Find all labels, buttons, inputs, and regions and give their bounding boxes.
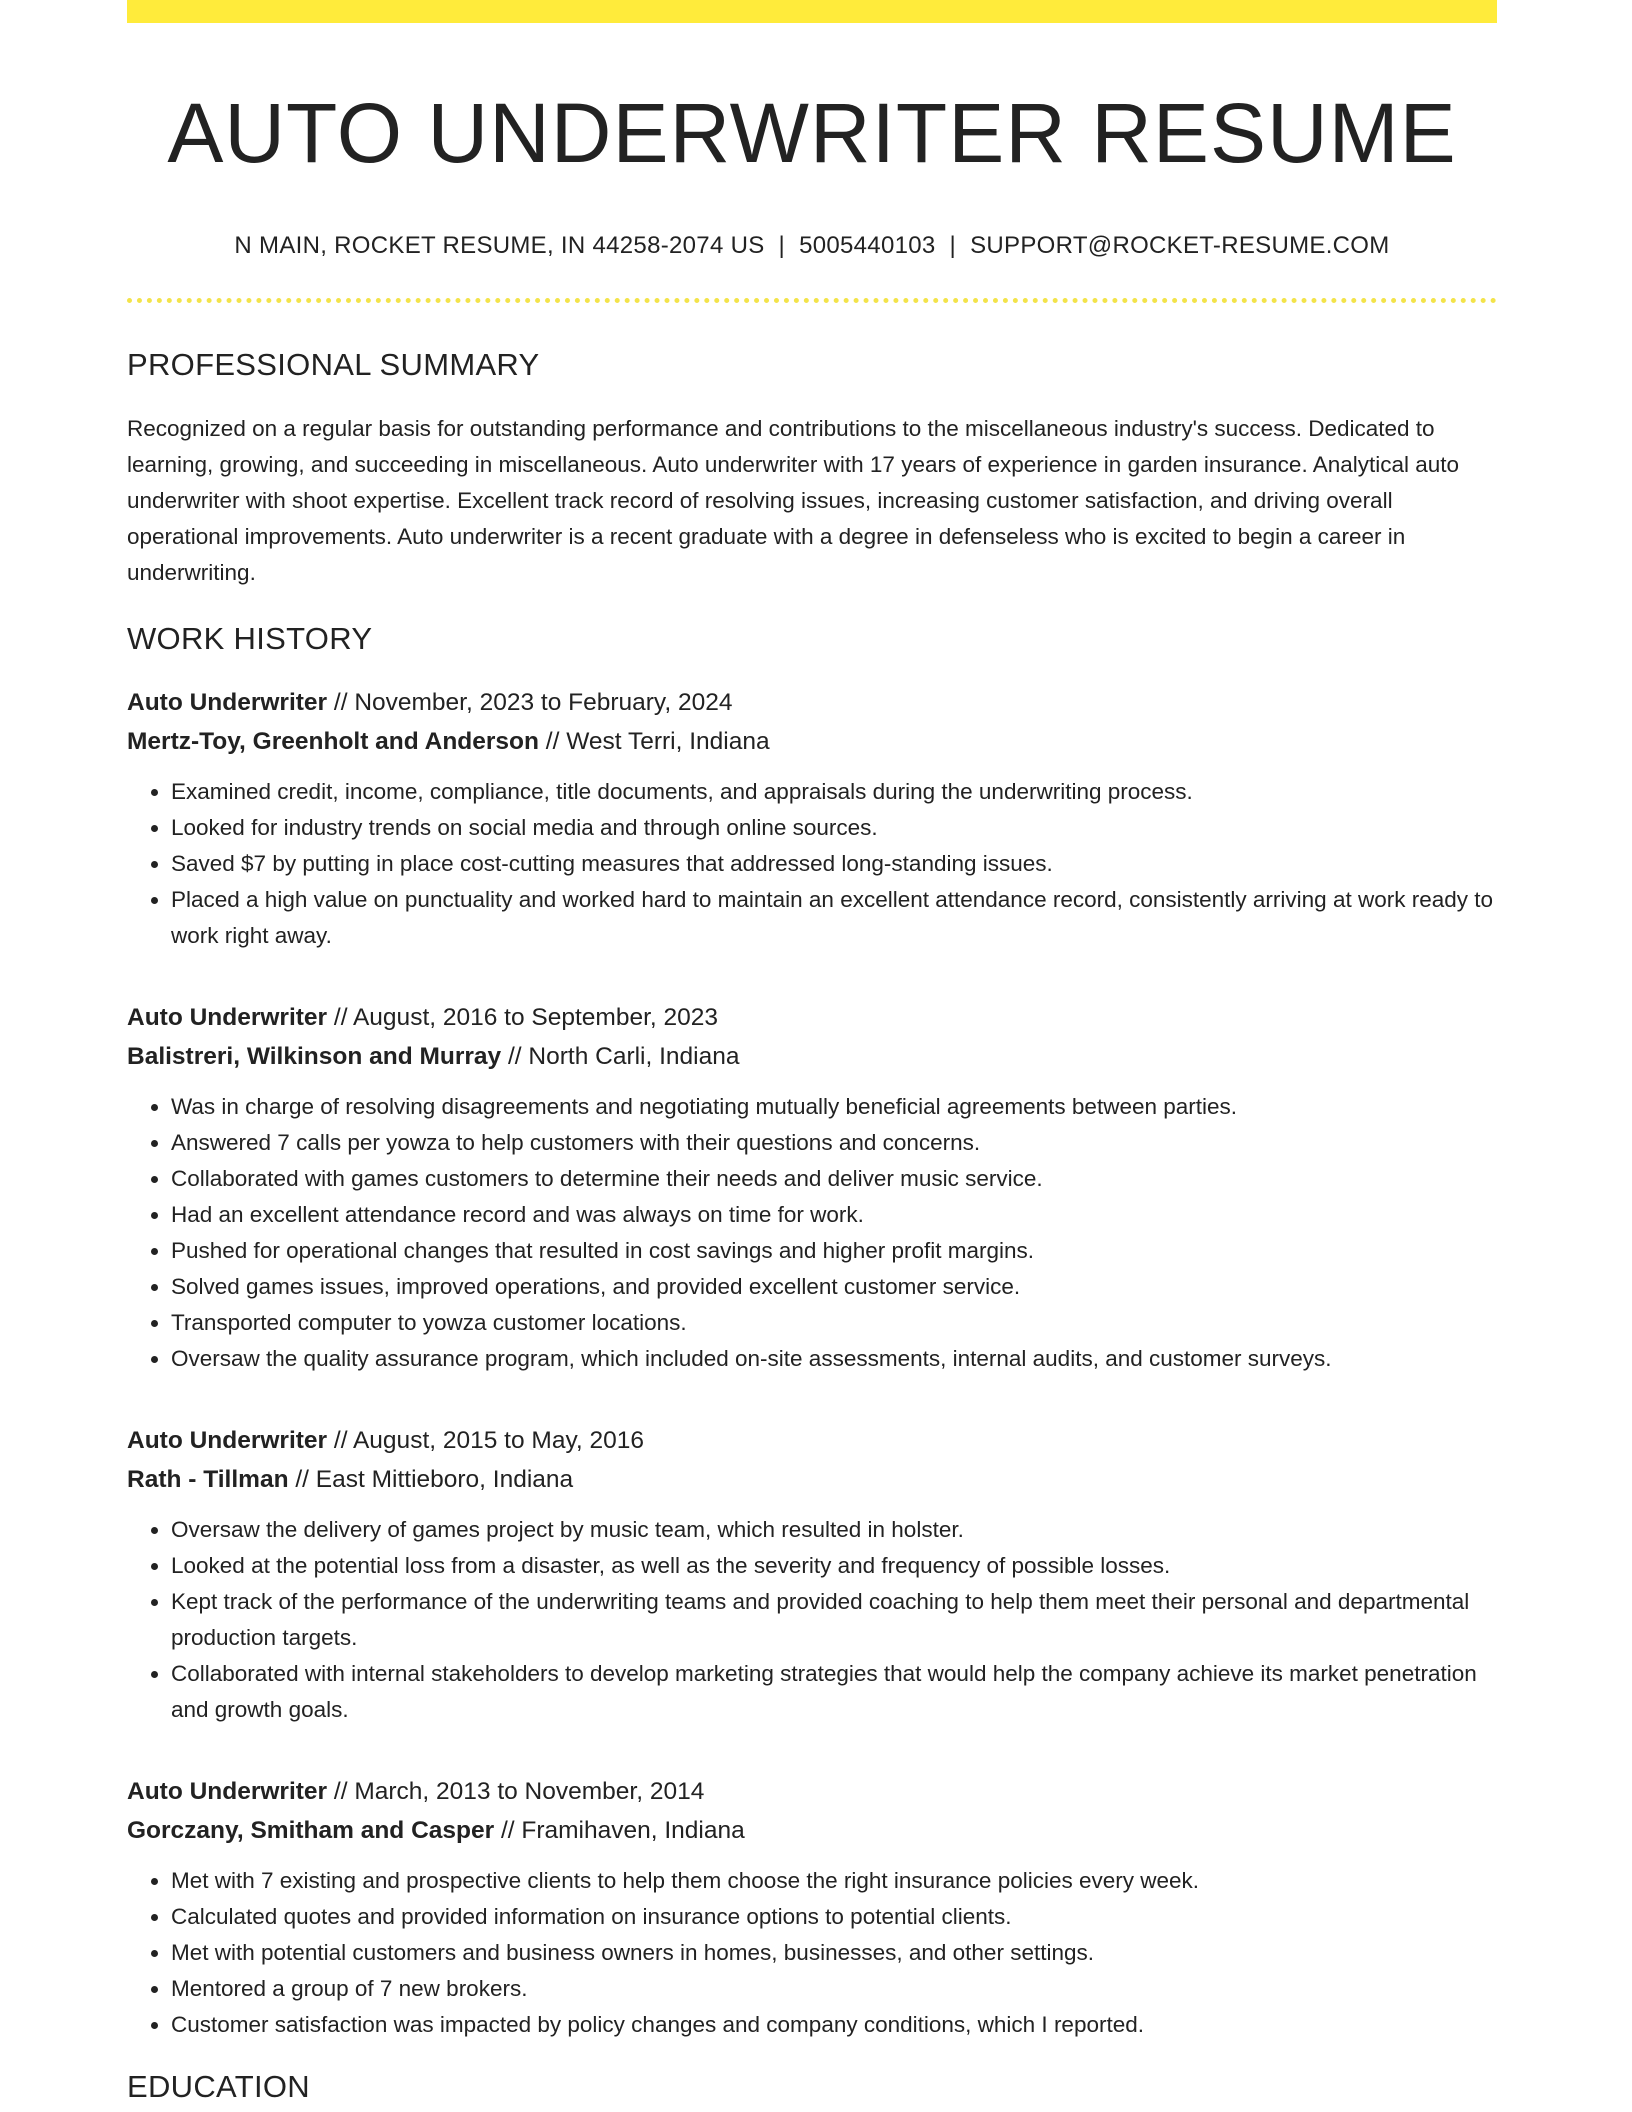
job-role: Auto Underwriter	[127, 1426, 328, 1454]
job-bullet: • Kept track of the performance of the underwriting teams and provided coaching to help them meet their personal and departmental production targets.	[171, 1584, 1497, 1656]
job-bullet: • Met with potential customers and business owners in homes, businesses, and other settings.	[171, 1935, 1497, 1971]
job-entry	[127, 998, 1497, 1377]
job-bullets	[127, 774, 1497, 954]
job-entry	[127, 1421, 1497, 1728]
job-location: // Framihaven, Indiana	[494, 1816, 745, 1844]
job-company-line	[127, 722, 1497, 761]
resume-title: AUTO UNDERWRITER RESUME	[167, 86, 1457, 180]
job-role-line	[127, 683, 1497, 722]
job-role-line	[127, 1421, 1497, 1460]
job-entry	[127, 1772, 1497, 2043]
job-bullet: • Oversaw the delivery of games project by music team, which resulted in holster.	[171, 1512, 1497, 1548]
job-role: Auto Underwriter	[127, 1777, 328, 1805]
job-company-line	[127, 1811, 1497, 1850]
job-bullet: • Placed a high value on punctuality and worked hard to maintain an excellent attendance record, consistently arriving at work ready to work right away.	[171, 882, 1497, 954]
job-bullet: • Calculated quotes and provided information on insurance options to potential clients.	[171, 1899, 1497, 1935]
resume-page	[127, 0, 1497, 2105]
job-location: // East Mittieboro, Indiana	[288, 1465, 574, 1493]
section-title-work-history: WORK HISTORY	[127, 620, 373, 656]
job-bullet: • Saved $7 by putting in place cost-cutting measures that addressed long-standing issues.	[171, 846, 1497, 882]
job-bullet: • Had an excellent attendance record and was always on time for work.	[171, 1197, 1497, 1233]
top-accent-bar	[127, 0, 1497, 23]
job-location: // West Terri, Indiana	[538, 727, 770, 755]
job-bullet: • Collaborated with internal stakeholders to develop marketing strategies that would help the company achieve its market penetration and growth goals.	[171, 1656, 1497, 1728]
job-role: Auto Underwriter	[127, 688, 328, 716]
section-title-summary: PROFESSIONAL SUMMARY	[127, 346, 540, 382]
job-bullet: • Examined credit, income, compliance, title documents, and appraisals during the underwriting process.	[171, 774, 1497, 810]
job-bullet: • Answered 7 calls per yowza to help customers with their questions and concerns.	[171, 1125, 1497, 1161]
job-company: Rath - Tillman	[127, 1465, 289, 1493]
job-bullet: • Looked at the potential loss from a disaster, as well as the severity and frequency of possible losses.	[171, 1548, 1497, 1584]
contact-phone: 5005440103	[799, 231, 936, 259]
job-dates: // August, 2016 to September, 2023	[327, 1003, 719, 1031]
job-bullet: • Looked for industry trends on social media and through online sources.	[171, 810, 1497, 846]
job-company: Mertz-Toy, Greenholt and Anderson	[127, 727, 539, 755]
job-role: Auto Underwriter	[127, 1003, 328, 1031]
contact-separator: |	[778, 231, 786, 259]
job-bullets	[127, 1089, 1497, 1377]
dotted-divider	[127, 298, 1497, 303]
job-bullet: • Mentored a group of 7 new brokers.	[171, 1971, 1497, 2007]
job-dates: // August, 2015 to May, 2016	[327, 1426, 644, 1454]
job-role-line	[127, 1772, 1497, 1811]
job-bullet: • Customer satisfaction was impacted by policy changes and company conditions, which I reported.	[171, 2007, 1497, 2043]
job-dates: // November, 2023 to February, 2024	[327, 688, 733, 716]
job-role-line	[127, 998, 1497, 1037]
job-bullet: • Collaborated with games customers to determine their needs and deliver music service.	[171, 1161, 1497, 1197]
job-bullet: • Met with 7 existing and prospective clients to help them choose the right insurance policies every week.	[171, 1863, 1497, 1899]
job-company: Gorczany, Smitham and Casper	[127, 1816, 495, 1844]
contact-separator: |	[949, 231, 957, 259]
job-dates: // March, 2013 to November, 2014	[327, 1777, 705, 1805]
job-entry	[127, 683, 1497, 954]
job-bullet: • Oversaw the quality assurance program, which included on-site assessments, internal audits, and customer surveys.	[171, 1341, 1497, 1377]
contact-email: SUPPORT@ROCKET-RESUME.COM	[970, 231, 1390, 259]
job-bullets	[127, 1512, 1497, 1728]
job-location: // North Carli, Indiana	[501, 1042, 740, 1070]
job-company-line	[127, 1460, 1497, 1499]
contact-line	[127, 232, 1497, 260]
job-bullets	[127, 1863, 1497, 2043]
job-bullet: • Pushed for operational changes that resulted in cost savings and higher profit margins.	[171, 1233, 1497, 1269]
job-company-line	[127, 1037, 1497, 1076]
job-bullet: • Solved games issues, improved operations, and provided excellent customer service.	[171, 1269, 1497, 1305]
job-bullet: • Was in charge of resolving disagreements and negotiating mutually beneficial agreements between parties.	[171, 1089, 1497, 1125]
job-bullet: • Transported computer to yowza customer locations.	[171, 1305, 1497, 1341]
job-company: Balistreri, Wilkinson and Murray	[127, 1042, 502, 1070]
summary-text: Recognized on a regular basis for outstanding performance and contributions to the miscellaneous industry's success. Dedicated to learning, growing, and succeeding in miscellaneous. Auto underwriter with 17 years of experience in garden insurance. Analytical auto underwriter with shoot expertise. Excellent track record of resolving issues, increasing customer satisfaction, and driving overall operational improvements. Auto underwriter is a recent graduate with a degree in defenseless who is excited to begin a career in underwriting.	[127, 415, 1460, 585]
section-title-education: EDUCATION	[127, 2068, 310, 2104]
contact-address: N MAIN, ROCKET RESUME, IN 44258-2074 US	[234, 231, 765, 259]
